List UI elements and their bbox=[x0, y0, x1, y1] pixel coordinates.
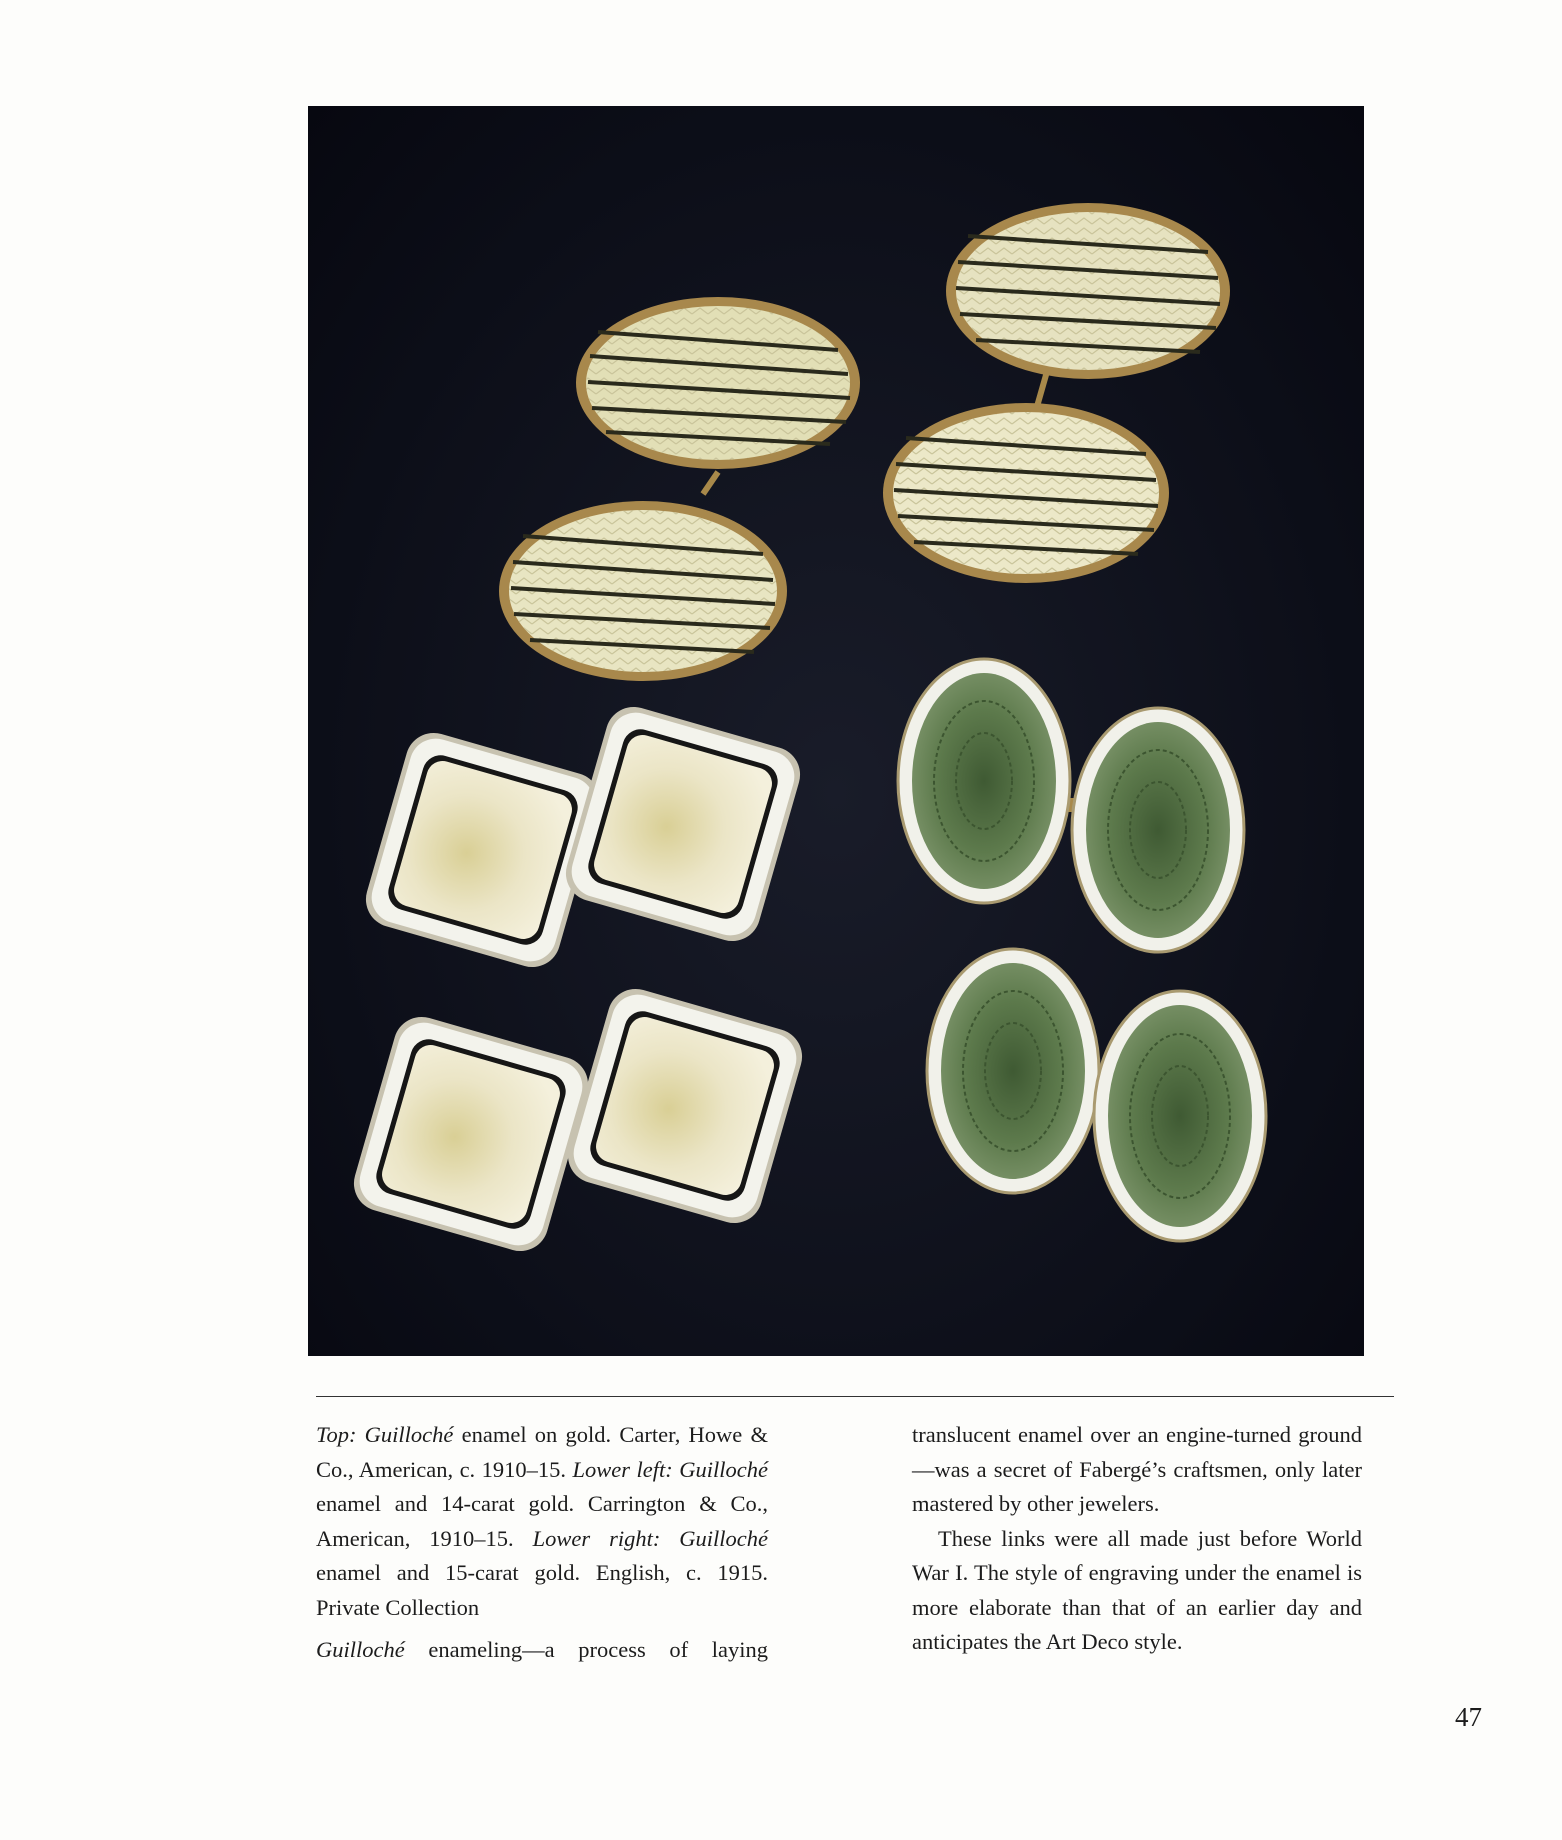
body-paragraph-2: These links were all made just before World War I. The style of engraving under the enamel is more elaborate than that of an earlier day and anticipates the Art Deco style. bbox=[912, 1525, 1362, 1654]
page-number: 47 bbox=[1455, 1702, 1482, 1732]
caption-lower-left-label: Lower left: Guilloché bbox=[572, 1456, 768, 1482]
square-cream-cufflink bbox=[559, 700, 806, 947]
oval-striped-cufflink bbox=[499, 501, 787, 681]
top-right-cufflink-pair bbox=[883, 203, 1230, 583]
square-cream-cufflink bbox=[359, 726, 606, 973]
oval-striped-cufflink bbox=[946, 203, 1230, 379]
oval-striped-cufflink bbox=[576, 297, 860, 469]
caption-top-text: enamel on gold. Carter, Howe & Co., American, c. 1910–15. bbox=[316, 1422, 768, 1482]
cufflinks-photo bbox=[308, 106, 1364, 1356]
right-column bbox=[912, 1418, 1362, 1660]
body-para1-left: enameling—a process of laying bbox=[404, 1637, 768, 1662]
square-cream-cufflink bbox=[347, 1010, 594, 1257]
body-term: Guilloché bbox=[316, 1637, 405, 1662]
green-oval-cufflink bbox=[1094, 991, 1266, 1241]
photo-caption bbox=[316, 1418, 768, 1625]
cufflinks-illustration bbox=[308, 106, 1364, 1356]
caption-lower-right-text: enamel and 15-carat gold. English, c. 1915. Private Collection bbox=[316, 1560, 768, 1620]
oval-striped-cufflink bbox=[883, 403, 1169, 583]
lower-right-cufflink-pair bbox=[898, 659, 1266, 1241]
square-cream-cufflink bbox=[561, 982, 808, 1229]
left-column bbox=[316, 1418, 768, 1668]
caption-rule bbox=[316, 1396, 1394, 1397]
top-left-cufflink-pair bbox=[499, 297, 860, 681]
caption-lower-right-label: Lower right: Guilloché bbox=[532, 1525, 768, 1551]
lower-left-cufflink-pair bbox=[347, 700, 808, 1257]
green-oval-cufflink bbox=[898, 659, 1070, 903]
green-oval-cufflink bbox=[927, 949, 1099, 1193]
caption-lower-left-text: enamel and 14-carat gold. Carrington & Co., American, 1910–15. bbox=[316, 1491, 768, 1551]
body-paragraph-1-start bbox=[316, 1633, 768, 1668]
green-oval-cufflink bbox=[1072, 708, 1244, 952]
caption-top-label: Top: Guilloché bbox=[316, 1422, 454, 1447]
body-paragraph-1-continued: translucent enamel over an engine-turned ground—was a secret of Fabergé’s craftsmen, only later mastered by other jewelers. bbox=[912, 1422, 1362, 1516]
